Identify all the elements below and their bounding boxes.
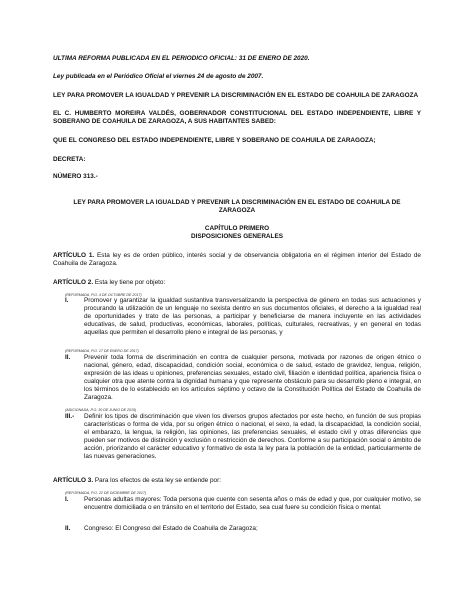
chapter-name: CAPÍTULO PRIMERO [204,225,270,232]
article-1-label: ARTÍCULO 1. [53,252,95,259]
article-2 [53,279,421,287]
reform-annotation: (ADICIONADA, P.O. 30 DE JUNIO DE 2015) [65,408,137,412]
reform-annotation: (REFORMADA, P.O. 17 DE ENERO DE 2017) [65,349,139,353]
article-3-text: Para los efectos de esta ley se entiende por: [93,477,222,484]
law-title-preamble: LEY PARA PROMOVER LA IGUALDAD Y PREVENIR LA DISCRIMINACIÓN EN EL ESTADO DE COAHUILA DE ZARAGOZA [53,92,419,99]
fraction-text: Prevenir toda forma de discriminación en contra de cualquier persona, motivada por razones de origen étnico o nacional, género, edad, discapacidad, condición social, económica o de salud, estado de gravidez, lengua, religión, expresión de las ideas u opiniones, preferencias sexuales, estado civil, filiación e identidad política, apariencia física o cualquier otra que atente contra la dignidad humana y que represente obstáculo para su desarrollo pleno e integral, en los términos de lo establecido en los artículos séptimo y octavo de la Constitución Política del Estado de Coahuila de Zaragoza. [84,354,421,402]
article-3-fraction-2 [65,525,421,533]
article-2-label: ARTÍCULO 2. [53,279,94,286]
law-title-line2: ZARAGOZA [218,207,256,214]
decreta-label: DECRETA: [53,156,86,163]
article-2-fraction-3 [65,413,421,462]
article-3-label: ARTÍCULO 3. [53,477,94,484]
fraction-number: I. [65,496,69,503]
article-3 [53,477,421,485]
fraction-number: I. [65,297,69,304]
fraction-number: II. [65,525,71,532]
fraction-text: Definir los tipos de discriminación que viven los diversos grupos afectados por este hecho, en función de sus propias características o forma de vida, por su origen étnico o nacional, el sexo, la edad, la discapacidad, la condición social, el embarazo, la lengua, la religión, las opiniones, las preferencias sexuales, el estado civil y otras diferencias que pueden ser motivos de distinción y exclusión o restricción de derechos. Conforme a su participación social o ámbito de acción, priorizando el carácter educativo y formativo de esta la ley para la población de la entidad, particularmente de las nuevas generaciones. [84,413,421,461]
law-title-line1: LEY PARA PROMOVER LA IGUALDAD Y PREVENIR LA DISCRIMINACIÓN EN EL ESTADO DE COAHUILA DE [73,199,401,206]
fraction-number: III.- [65,413,75,420]
article-3-fraction-1 [65,496,421,512]
chapter-subtitle: DISPOSICIONES GENERALES [191,233,283,240]
fraction-text: Promover y garantizar la igualdad sustantiva transversalizando la perspectiva de género en todas sus actuaciones y procurando la utilización de un lenguaje no sexista dentro en sus documentos oficiales, el derecho a la igualdad real de oportunidades y trato de las personas, a participar y beneficiarse de manera incluyente en las actividades educativas, de salud, productivas, económicas, laborales, políticas, culturales, recreativas, y en general en todas aquellas que permiten el desarrollo pleno e integral de las personas, y [84,297,421,337]
decree-number: NÚMERO 313.- [53,173,98,180]
article-1-text: Esta ley es de orden público, interés social y de observancia obligatoria en el régimen interior del Estado de Coahuila de Zaragoza. [53,252,421,268]
fraction-text: Congreso: El Congreso del Estado de Coahuila de Zaragoza; [84,525,258,532]
fraction-number: II. [65,354,71,361]
article-2-fraction-1 [65,297,421,337]
congress-statement: QUE EL CONGRESO DEL ESTADO INDEPENDIENTE, LIBRE Y SOBERANO DE COAHUILA DE ZARAGOZA; [53,137,376,144]
article-2-fraction-2 [65,354,421,403]
article-2-text: Esta ley tiene por objeto: [93,279,166,286]
reform-annotation: (REFORMADA, P.O. 4 DE OCTUBRE DE 2017) [65,293,142,297]
reform-note: ULTIMA REFORMA PUBLICADA EN EL PERIODICO OFICIAL: 31 DE ENERO DE 2020. [53,55,310,62]
governor-statement: EL C. HUMBERTO MOREIRA VALDÉS, GOBERNADOR CONSTITUCIONAL DEL ESTADO INDEPENDIENTE, LIBRE Y SOBERANO DE COAHUILA DE ZARAGOZA, A SUS HABITANTES SABED: [53,110,421,126]
article-1 [53,252,421,268]
publication-note: Ley publicada en el Periódico Oficial el viernes 24 de agosto de 2007. [53,73,264,80]
reform-annotation: (REFORMADA, P.O. 22 DE DICIEMBRE DE 2017) [65,491,147,495]
fraction-text: Personas adultas mayores: Toda persona que cuente con sesenta años o más de edad y que, por cualquier motivo, se encuentre domiciliada o en tránsito en el territorio del Estado, sea cual fuere su condición física o mental. [84,496,421,512]
